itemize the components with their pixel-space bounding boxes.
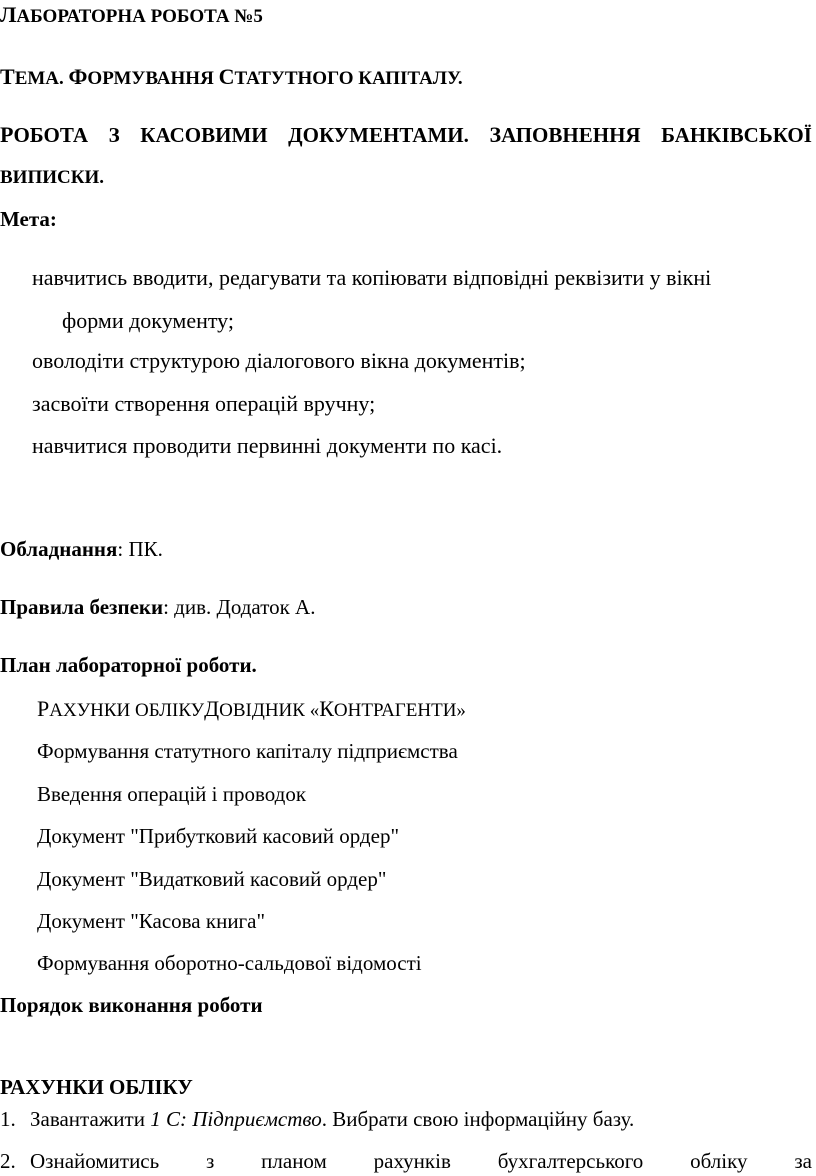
goal-label: Мета: — [0, 207, 57, 231]
safety-line: Правила безпеки: див. Додаток А. — [0, 595, 316, 619]
work-title-word: БАНКІВСЬКОЇ — [661, 123, 812, 147]
work-title-line1 — [0, 122, 812, 148]
work-title-word: ЗАПОВНЕННЯ — [489, 122, 641, 147]
plan-item-4: Документ "Прибутковий касовий ордер" — [37, 824, 400, 848]
procedure-heading: Порядок виконання роботи — [0, 993, 263, 1017]
work-title-word: ДОКУМЕНТАМИ. — [288, 123, 469, 147]
goal-item-1-cont: форми документу; — [62, 308, 235, 333]
topic-title: ТЕМА. ФОРМУВАННЯ СТАТУТНОГО КАПІТАЛУ. — [0, 64, 463, 89]
work-title-word: КАСОВИМИ — [140, 123, 268, 147]
goal-item-3: засвоїти створення операцій вручну; — [32, 391, 376, 416]
step-1: 1. Завантажити 1 С: Підприємство. Вибрати свою інформаційну базу. — [0, 1107, 635, 1131]
work-title-line2: ВИПИСКИ. — [0, 167, 105, 188]
plan-item-7: Формування оборотно-сальдової відомості — [37, 951, 422, 975]
goal-item-2: оволодіти структурою діалогового вікна документів; — [32, 348, 526, 373]
goal-item-1: навчитись вводити, редагувати та копіювати відповідні реквізити у вікні — [32, 265, 712, 290]
plan-item-2: Формування статутного капіталу підприємства — [37, 739, 458, 763]
step-2: 2. Ознайомитись з планом рахунків бухгалтерського обліку за — [0, 1149, 812, 1173]
work-title-word: З — [108, 123, 120, 147]
plan-item-5: Документ "Видатковий касовий ордер" — [37, 867, 387, 891]
plan-item-1: РАХУНКИ ОБЛІКУДОВІДНИК «КОНТРАГЕНТИ» — [37, 696, 466, 721]
work-title-word: РОБОТА — [0, 122, 88, 147]
equipment-line: Обладнання: ПК. — [0, 537, 163, 561]
plan-item-3: Введення операцій і проводок — [37, 782, 307, 806]
plan-heading: План лабораторної роботи. — [0, 653, 257, 677]
accounts-heading: РАХУНКИ ОБЛІКУ — [0, 1075, 193, 1099]
goal-item-4: навчитися проводити первинні документи по касі. — [32, 433, 503, 458]
plan-item-6: Документ "Касова книга" — [37, 909, 266, 933]
lab-title: ЛАБОРАТОРНА РОБОТА №5 — [0, 2, 263, 27]
